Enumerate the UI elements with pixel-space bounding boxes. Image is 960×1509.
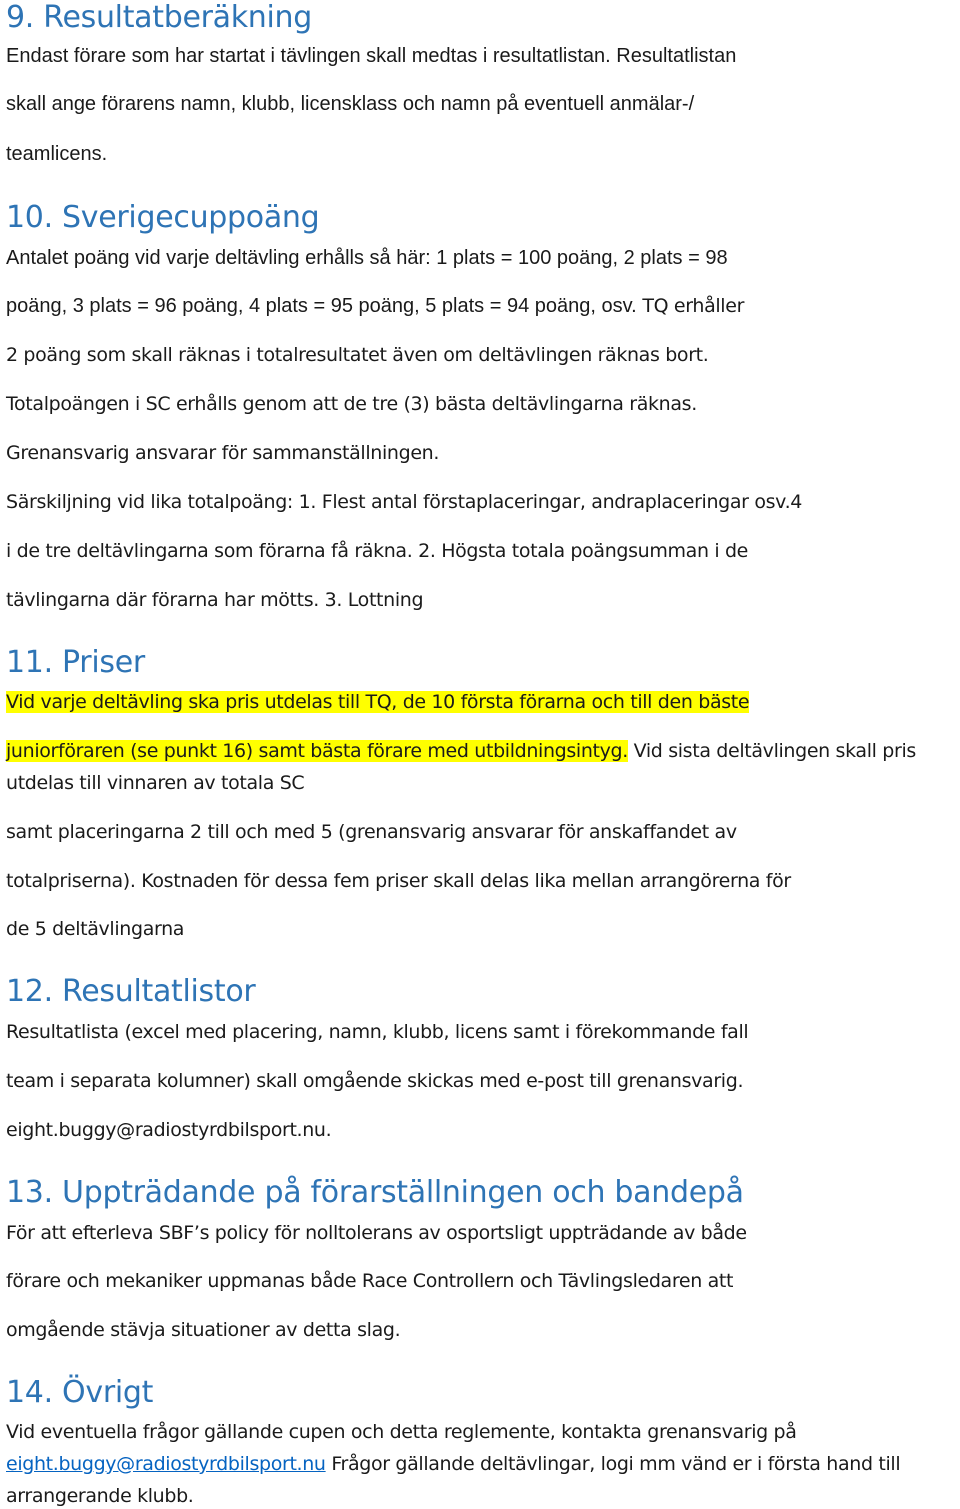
section-10-line-4: Totalpoängen i SC erhålls genom att de tre (3) bästa deltävlingarna räknas.: [6, 393, 697, 415]
section-10-line-2: [6, 294, 744, 318]
section-13-line-3: omgående stävja situationer av detta slag.: [6, 1319, 401, 1341]
section-10-heading: 10. Sverigecuppoäng: [6, 200, 320, 235]
section-11-highlight-2: juniorföraren (se punkt 16) samt bästa förare med utbildningsintyg.: [6, 740, 628, 762]
section-12-line-3: eight.buggy@radiostyrdbilsport.nu.: [6, 1119, 332, 1141]
section-9-line-3: teamlicens.: [6, 143, 108, 165]
section-9-heading: 9. Resultatberäkning: [6, 0, 312, 35]
section-12-line-2: team i separata kolumner) skall omgående skickas med e-post till grenansvarig.: [6, 1070, 744, 1092]
section-14-line-2-rest: Frågor gällande deltävlingar, logi mm vänd er i första hand till: [325, 1453, 901, 1475]
section-9-line-2: skall ange förarens namn, klubb, licensklass och namn på eventuell anmälar-/: [6, 93, 695, 115]
section-11-line-1: [6, 690, 749, 714]
section-11-line-2: [6, 739, 916, 763]
section-10-tq-text: TQ erhåller: [636, 295, 745, 317]
section-11-line-4: samt placeringarna 2 till och med 5 (grenansvarig ansvarar för anskaffandet av: [6, 821, 737, 843]
section-9-line-1: Endast förare som har startat i tävlingen skall medtas i resultatlistan. Resultatlistan: [6, 45, 737, 67]
section-11-highlight-1: Vid varje deltävling ska pris utdelas till TQ, de 10 första förarna och till den bäste: [6, 691, 750, 713]
contact-email-link[interactable]: eight.buggy@radiostyrdbilsport.nu: [6, 1453, 326, 1475]
section-10-line-3: 2 poäng som skall räknas i totalresultatet även om deltävlingen räknas bort.: [6, 344, 709, 366]
section-14-line-3: arrangerande klubb.: [6, 1485, 194, 1507]
section-11-line-5: totalpriserna). Kostnaden för dessa fem priser skall delas lika mellan arrangörerna för: [6, 870, 791, 892]
section-13-heading: 13. Uppträdande på förarställningen och bandepå: [6, 1175, 744, 1210]
section-10-line-8: tävlingarna där förarna har mötts. 3. Lottning: [6, 589, 424, 611]
section-10-line-7: i de tre deltävlingarna som förarna få räkna. 2. Högsta totala poängsumman i de: [6, 540, 749, 562]
section-14-line-1: Vid eventuella frågor gällande cupen och detta reglemente, kontakta grenansvarig på: [6, 1421, 797, 1443]
section-10-line-1: Antalet poäng vid varje deltävling erhålls så här: 1 plats = 100 poäng, 2 plats = 98: [6, 247, 728, 269]
section-10-line-2-text: poäng, 3 plats = 96 poäng, 4 plats = 95 poäng, 5 plats = 94 poäng, osv.: [6, 295, 637, 317]
section-11-line-6: de 5 deltävlingarna: [6, 918, 185, 940]
section-14-line-2: [6, 1452, 900, 1476]
section-10-line-6: Särskiljning vid lika totalpoäng: 1. Flest antal förstaplaceringar, andraplaceringar osv.4: [6, 491, 803, 513]
section-14-heading: 14. Övrigt: [6, 1375, 154, 1410]
section-11-heading: 11. Priser: [6, 645, 145, 680]
section-12-heading: 12. Resultatlistor: [6, 974, 256, 1009]
section-12-line-1: Resultatlista (excel med placering, namn, klubb, licens samt i förekommande fall: [6, 1021, 749, 1043]
section-10-line-5: Grenansvarig ansvarar för sammanställningen.: [6, 442, 440, 464]
section-11-line-2-rest: Vid sista deltävlingen skall pris: [627, 740, 916, 762]
section-13-line-1: För att efterleva SBF’s policy för nolltolerans av osportsligt uppträdande av både: [6, 1222, 747, 1244]
section-13-line-2: förare och mekaniker uppmanas både Race Controllern och Tävlingsledaren att: [6, 1270, 734, 1292]
section-11-line-3: utdelas till vinnaren av totala SC: [6, 772, 305, 794]
